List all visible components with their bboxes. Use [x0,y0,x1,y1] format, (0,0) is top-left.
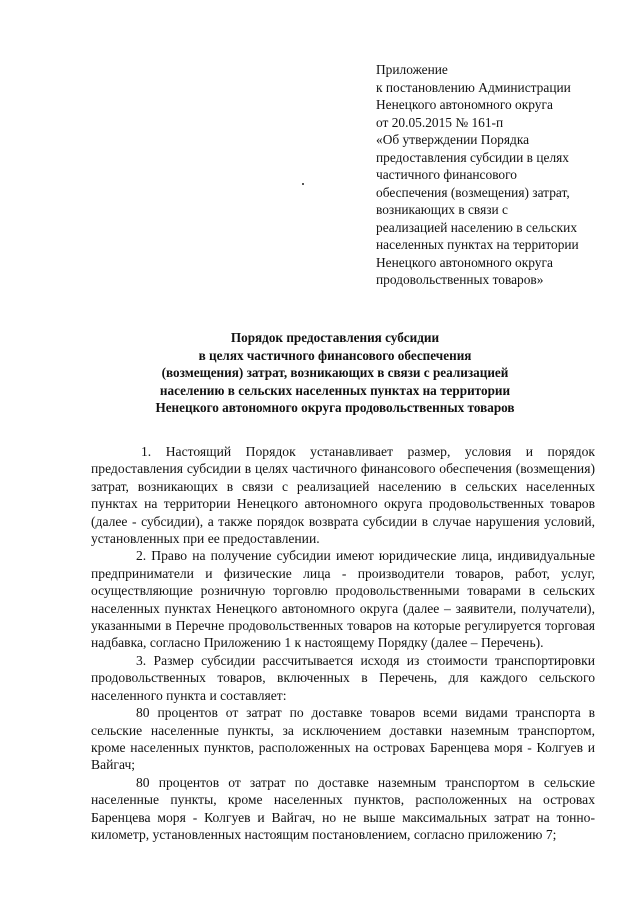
appendix-line: к постановлению Администрации [376,79,571,95]
appendix-line: реализацией населению в сельских [376,219,578,235]
title-line: населению в сельских населенных пунктах на территории [159,382,511,398]
appendix-line: обеспечения (возмещения) затрат, [376,184,570,200]
appendix-line: Приложение [376,62,448,77]
document-title [80,329,590,417]
appendix-line: предоставления субсидии в целях [376,149,570,165]
title-line: (возмещения) затрат, возникающих в связи с реализацией [161,365,509,381]
title-line: в целях частичного финансового обеспечения [198,347,472,363]
appendix-line: «Об утверждении Порядка [376,132,530,147]
title-line: Ненецкого автономного округа продовольственных товаров [155,400,515,416]
scan-speck [302,183,304,185]
paragraph-3-item-2: 80 процентов от затрат по доставке наземным транспортом в сельские населенные пункты, кроме населенных пунктов, расположенных на островах Баренцева моря - Колгуев и Вайгач, но не выше максимальных затрат на тонно-километр, установленных настоящим постановлением, согласно приложению 7; [91,774,595,842]
appendix-line: частичного финансового [376,167,517,182]
paragraph-1: 1. Настоящий Порядок устанавливает размер, условия и порядок предоставления субсидии в целях частичного финансового обеспечения (возмещения) затрат, возникающих в связи с реализацией населению в сельских населенных пунктах на территории Ненецкого автономного округа продовольственных товаров (далее - субсидии), а также порядок возврата субсидии в случае нарушения условий, установленных при ее предоставлении. [91,444,595,547]
paragraph-3: 3. Размер субсидии рассчитывается исходя из стоимости транспортировки продовольственных товаров, включенных в Перечень, для каждого сельского населенного пункта и составляет: [91,652,595,703]
appendix-line: возникающих в связи с [376,202,508,217]
appendix-line: от 20.05.2015 № 161-п [376,114,504,130]
paragraph-3-item-1: 80 процентов от затрат по доставке товаров всеми видами транспорта в сельские населенные пункты, за исключением доставки наземным транспортом, кроме населенных пунктов, расположенных на островах Баренцева моря - Колгуев и Вайгач; [91,705,595,773]
document-body [91,443,595,843]
appendix-line: Ненецкого автономного округа [376,97,553,112]
appendix-header [376,61,616,289]
appendix-line: населенных пунктах на территории [376,237,579,252]
appendix-line: Ненецкого автономного округа [376,254,553,270]
title-line: Порядок предоставления субсидии [230,330,440,345]
appendix-line: продовольственных товаров» [376,272,544,287]
paragraph-2: 2. Право на получение субсидии имеют юридические лица, индивидуальные предприниматели и физические лица - производители товаров, работ, услуг, осуществляющие розничную торговлю продовольственными товарами в сельских населенных пунктах Ненецкого автономного округа (далее – заявители, получатели), указанными в Перечне продовольственных товаров на которые регулируется торговая надбавка, согласно Приложению 1 к настоящему Порядку (далее – Перечень). [91,548,595,651]
